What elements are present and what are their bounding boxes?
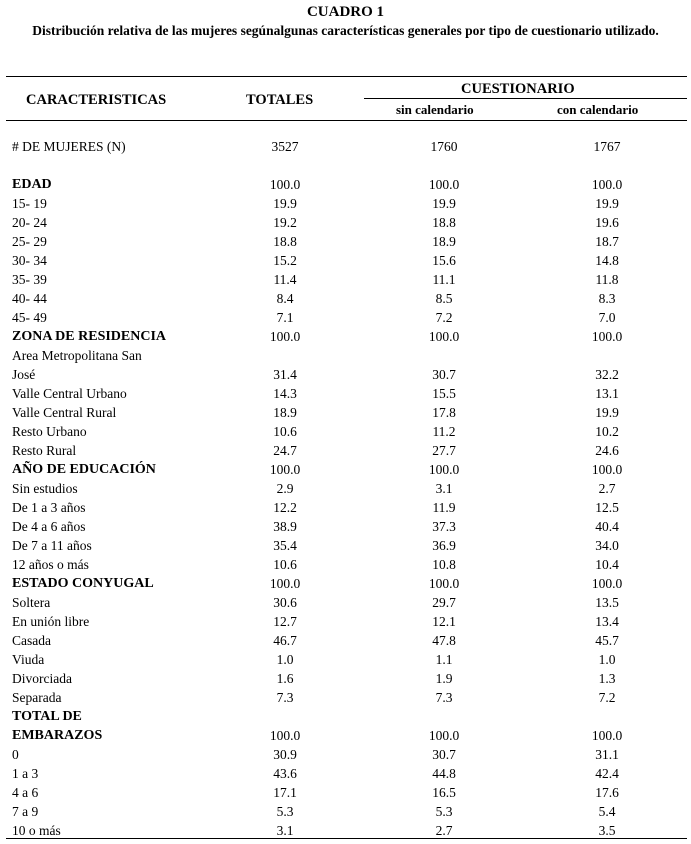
cell-sin-calendario: 2.7 bbox=[435, 823, 453, 838]
cuestionario-rule bbox=[364, 98, 687, 99]
cell-con-calendario: 18.7 bbox=[595, 234, 619, 249]
table-row bbox=[0, 232, 691, 251]
cell-sin-calendario: 12.1 bbox=[432, 614, 456, 629]
row-label: José bbox=[12, 367, 36, 382]
section-row bbox=[0, 726, 691, 745]
cell-totales: 46.7 bbox=[273, 633, 297, 648]
cell-sin-calendario: 19.9 bbox=[432, 196, 456, 211]
row-label: Area Metropolitana San bbox=[12, 348, 142, 363]
cell-totales: 12.2 bbox=[273, 500, 297, 515]
top-rule bbox=[6, 76, 687, 77]
cell-sin-calendario: 1.1 bbox=[435, 652, 453, 667]
table-row bbox=[0, 631, 691, 650]
cell-con-calendario: 45.7 bbox=[595, 633, 619, 648]
row-label: 45- 49 bbox=[12, 310, 47, 325]
cell-con-calendario: 34.0 bbox=[595, 538, 619, 553]
table-row bbox=[0, 498, 691, 517]
cell-totales: 18.8 bbox=[273, 234, 297, 249]
row-label: ESTADO CONYUGAL bbox=[12, 576, 154, 591]
table-row bbox=[0, 270, 691, 289]
row-label: Casada bbox=[12, 633, 51, 648]
cell-sin-calendario: 37.3 bbox=[432, 519, 456, 534]
table-row bbox=[0, 289, 691, 308]
cell-totales: 24.7 bbox=[273, 443, 297, 458]
cell-totales: 5.3 bbox=[276, 804, 294, 819]
table-row bbox=[0, 612, 691, 631]
cell-con-calendario: 1767 bbox=[593, 139, 621, 154]
cell-totales: 10.6 bbox=[273, 424, 297, 439]
cell-totales: 8.4 bbox=[276, 291, 294, 306]
cell-con-calendario: 42.4 bbox=[595, 766, 619, 781]
row-label: De 1 a 3 años bbox=[12, 500, 86, 515]
cell-sin-calendario: 8.5 bbox=[435, 291, 453, 306]
row-label: Viuda bbox=[12, 652, 45, 667]
table-row bbox=[0, 745, 691, 764]
row-label: AÑO DE EDUCACIÓN bbox=[12, 462, 156, 477]
table-row bbox=[0, 441, 691, 460]
cell-totales: 35.4 bbox=[273, 538, 297, 553]
cell-sin-calendario: 16.5 bbox=[432, 785, 456, 800]
cell-sin-calendario: 15.6 bbox=[432, 253, 456, 268]
cell-con-calendario: 13.4 bbox=[595, 614, 619, 629]
cell-con-calendario: 19.9 bbox=[595, 405, 619, 420]
cell-sin-calendario: 44.8 bbox=[432, 766, 456, 781]
table-row bbox=[0, 650, 691, 669]
cell-sin-calendario: 11.2 bbox=[432, 424, 456, 439]
cell-totales: 19.9 bbox=[273, 196, 297, 211]
cell-totales: 100.0 bbox=[269, 576, 301, 591]
row-label: Valle Central Rural bbox=[12, 405, 117, 420]
cell-con-calendario: 100.0 bbox=[591, 728, 623, 743]
cell-totales: 100.0 bbox=[269, 728, 301, 743]
cell-sin-calendario: 1.9 bbox=[435, 671, 453, 686]
row-label: 20- 24 bbox=[12, 215, 47, 230]
cell-sin-calendario: 100.0 bbox=[428, 329, 460, 344]
row-label: 10 o más bbox=[12, 823, 61, 838]
cell-con-calendario: 13.5 bbox=[595, 595, 619, 610]
table-row bbox=[0, 688, 691, 707]
cell-totales: 3527 bbox=[271, 139, 299, 154]
cell-totales: 30.6 bbox=[273, 595, 297, 610]
row-label: 1 a 3 bbox=[12, 766, 39, 781]
cell-con-calendario: 8.3 bbox=[598, 291, 616, 306]
table-row bbox=[0, 517, 691, 536]
row-label: 0 bbox=[12, 747, 19, 762]
cell-con-calendario: 7.0 bbox=[598, 310, 616, 325]
table-row bbox=[0, 194, 691, 213]
cell-con-calendario: 12.5 bbox=[595, 500, 619, 515]
row-label: ZONA DE RESIDENCIA bbox=[12, 329, 167, 344]
cell-con-calendario: 100.0 bbox=[591, 177, 623, 192]
cell-totales: 100.0 bbox=[269, 329, 301, 344]
row-label: 30- 34 bbox=[12, 253, 47, 268]
row-label: Separada bbox=[12, 690, 62, 705]
cell-sin-calendario: 18.8 bbox=[432, 215, 456, 230]
section-row bbox=[0, 707, 691, 726]
cell-con-calendario: 5.4 bbox=[598, 804, 616, 819]
cell-sin-calendario: 100.0 bbox=[428, 177, 460, 192]
row-label: Divorciada bbox=[12, 671, 72, 686]
cell-totales: 17.1 bbox=[273, 785, 297, 800]
cell-con-calendario: 31.1 bbox=[595, 747, 619, 762]
cell-con-calendario: 100.0 bbox=[591, 576, 623, 591]
table-row bbox=[0, 479, 691, 498]
section-row bbox=[0, 460, 691, 479]
cell-sin-calendario: 30.7 bbox=[432, 367, 456, 382]
cell-sin-calendario: 100.0 bbox=[428, 576, 460, 591]
cell-totales: 18.9 bbox=[273, 405, 297, 420]
row-label: EMBARAZOS bbox=[12, 728, 103, 743]
cell-con-calendario: 14.8 bbox=[595, 253, 619, 268]
cell-sin-calendario: 18.9 bbox=[432, 234, 456, 249]
cell-con-calendario: 40.4 bbox=[595, 519, 619, 534]
table-row bbox=[0, 764, 691, 783]
cell-totales: 1.6 bbox=[276, 671, 294, 686]
row-label: Valle Central Urbano bbox=[12, 386, 127, 401]
table-row bbox=[0, 384, 691, 403]
cell-sin-calendario: 10.8 bbox=[432, 557, 456, 572]
table-subtitle: Distribución relativa de las mujeres segúnalgunas características generales por tipo de cuestionario utilizado. bbox=[32, 23, 659, 38]
header-rule bbox=[6, 120, 687, 121]
row-label: En unión libre bbox=[12, 614, 90, 629]
table-row bbox=[0, 346, 691, 365]
table-row bbox=[0, 555, 691, 574]
cell-con-calendario: 13.1 bbox=[595, 386, 619, 401]
cell-totales: 15.2 bbox=[273, 253, 297, 268]
row-label: 25- 29 bbox=[12, 234, 47, 249]
header-caracteristicas: CARACTERISTICAS bbox=[26, 92, 167, 108]
cell-sin-calendario: 47.8 bbox=[432, 633, 456, 648]
table-row bbox=[0, 137, 691, 156]
row-label: 15- 19 bbox=[12, 196, 47, 211]
section-row bbox=[0, 574, 691, 593]
cell-con-calendario: 2.7 bbox=[598, 481, 616, 496]
cell-sin-calendario: 11.9 bbox=[432, 500, 456, 515]
table-title: CUADRO 1 bbox=[306, 4, 385, 20]
cell-sin-calendario: 30.7 bbox=[432, 747, 456, 762]
table-row bbox=[0, 669, 691, 688]
cell-con-calendario: 11.8 bbox=[595, 272, 619, 287]
table-row bbox=[0, 422, 691, 441]
cell-sin-calendario: 36.9 bbox=[432, 538, 456, 553]
cell-sin-calendario: 5.3 bbox=[435, 804, 453, 819]
row-label: 4 a 6 bbox=[12, 785, 39, 800]
cell-totales: 30.9 bbox=[273, 747, 297, 762]
row-label: EDAD bbox=[12, 177, 52, 192]
row-label: Resto Urbano bbox=[12, 424, 87, 439]
cell-con-calendario: 19.6 bbox=[595, 215, 619, 230]
cell-sin-calendario: 17.8 bbox=[432, 405, 456, 420]
table-row bbox=[0, 213, 691, 232]
cell-con-calendario: 10.4 bbox=[595, 557, 619, 572]
header-cuestionario: CUESTIONARIO bbox=[461, 81, 575, 97]
cell-totales: 14.3 bbox=[273, 386, 297, 401]
cell-con-calendario: 17.6 bbox=[595, 785, 619, 800]
row-label: Sin estudios bbox=[12, 481, 78, 496]
cell-con-calendario: 10.2 bbox=[595, 424, 619, 439]
cell-sin-calendario: 11.1 bbox=[432, 272, 456, 287]
cell-totales: 19.2 bbox=[273, 215, 297, 230]
row-label: De 7 a 11 años bbox=[12, 538, 92, 553]
cell-con-calendario: 32.2 bbox=[595, 367, 619, 382]
header-sin-calendario: sin calendario bbox=[396, 102, 474, 117]
row-label: De 4 a 6 años bbox=[12, 519, 86, 534]
cell-con-calendario: 1.0 bbox=[598, 652, 616, 667]
cell-sin-calendario: 1760 bbox=[430, 139, 458, 154]
table-row bbox=[0, 308, 691, 327]
table-row bbox=[0, 802, 691, 821]
cell-sin-calendario: 29.7 bbox=[432, 595, 456, 610]
table-row bbox=[0, 593, 691, 612]
cell-sin-calendario: 15.5 bbox=[432, 386, 456, 401]
cell-con-calendario: 24.6 bbox=[595, 443, 619, 458]
cell-con-calendario: 100.0 bbox=[591, 462, 623, 477]
table-row bbox=[0, 783, 691, 802]
cell-totales: 7.1 bbox=[276, 310, 294, 325]
row-label: Soltera bbox=[12, 595, 51, 610]
cell-totales: 38.9 bbox=[273, 519, 297, 534]
cell-totales: 100.0 bbox=[269, 462, 301, 477]
row-label: TOTAL DE bbox=[12, 709, 82, 724]
cell-con-calendario: 3.5 bbox=[598, 823, 616, 838]
cell-con-calendario: 7.2 bbox=[598, 690, 616, 705]
cell-totales: 1.0 bbox=[276, 652, 294, 667]
cell-totales: 100.0 bbox=[269, 177, 301, 192]
cell-totales: 2.9 bbox=[276, 481, 294, 496]
cell-totales: 31.4 bbox=[273, 367, 297, 382]
row-label: 12 años o más bbox=[12, 557, 89, 572]
cell-totales: 11.4 bbox=[273, 272, 297, 287]
cell-sin-calendario: 3.1 bbox=[435, 481, 453, 496]
header-totales: TOTALES bbox=[246, 92, 314, 108]
row-label: 7 a 9 bbox=[12, 804, 39, 819]
cell-sin-calendario: 27.7 bbox=[432, 443, 456, 458]
row-label: Resto Rural bbox=[12, 443, 77, 458]
cell-totales: 3.1 bbox=[276, 823, 294, 838]
cell-con-calendario: 100.0 bbox=[591, 329, 623, 344]
cell-sin-calendario: 7.2 bbox=[435, 310, 453, 325]
row-label: 35- 39 bbox=[12, 272, 47, 287]
row-label: 40- 44 bbox=[12, 291, 47, 306]
row-label: # DE MUJERES (N) bbox=[12, 139, 126, 154]
table-row bbox=[0, 536, 691, 555]
cell-totales: 12.7 bbox=[273, 614, 297, 629]
bottom-rule bbox=[6, 838, 687, 839]
cell-sin-calendario: 100.0 bbox=[428, 728, 460, 743]
cell-totales: 43.6 bbox=[273, 766, 297, 781]
header-con-calendario: con calendario bbox=[557, 102, 639, 117]
cell-sin-calendario: 7.3 bbox=[435, 690, 453, 705]
section-row bbox=[0, 327, 691, 346]
table-row bbox=[0, 365, 691, 384]
table-row bbox=[0, 403, 691, 422]
cell-con-calendario: 19.9 bbox=[595, 196, 619, 211]
cell-totales: 7.3 bbox=[276, 690, 294, 705]
cell-con-calendario: 1.3 bbox=[598, 671, 616, 686]
cell-totales: 10.6 bbox=[273, 557, 297, 572]
cell-sin-calendario: 100.0 bbox=[428, 462, 460, 477]
section-row bbox=[0, 175, 691, 194]
table-row bbox=[0, 251, 691, 270]
